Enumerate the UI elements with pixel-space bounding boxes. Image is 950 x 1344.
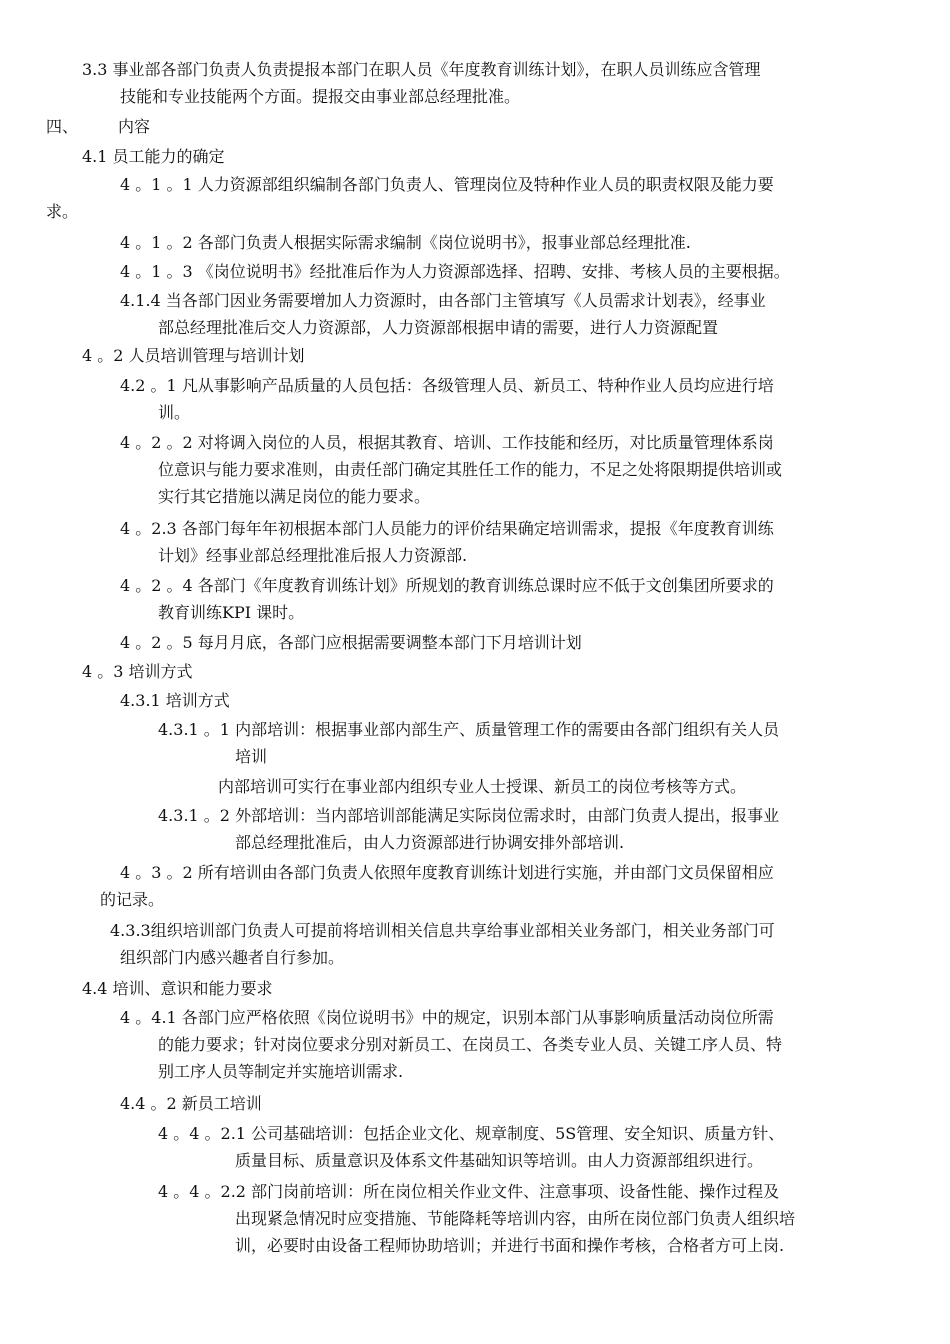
heading-4-4: [82, 975, 273, 1002]
text-line: 4 。4 。2.1 公司基础培训：包括企业文化、规章制度、5S管理、安全知识、质量方针、: [158, 1124, 785, 1143]
text-line: 4 。2 人员培训管理与培训计划: [82, 346, 305, 365]
paragraph-3-3: [82, 56, 761, 110]
text-line: 四、 内容: [46, 117, 151, 136]
text-line: 部总经理批准后，由人力资源部进行协调安排外部培训.: [235, 833, 625, 852]
text-line: 计划》经事业部总经理批准后报人力资源部.: [158, 546, 468, 565]
paragraph-4-1-3: [120, 258, 790, 285]
text-line: 4.1 员工能力的确定: [82, 147, 225, 166]
text-line: 3.3 事业部各部门负责人负责提报本部门在职人员《年度教育训练计划》，在职人员训练应含管理: [82, 60, 761, 79]
text-line: 4 。2 。5 每月月底，各部门应根据需要调整本部门下月培训计划: [120, 633, 582, 652]
text-line: 技能和专业技能两个方面。提报交由事业部总经理批准。: [120, 87, 521, 106]
text-line: 培训: [235, 747, 268, 766]
text-line: 4 。1 。3 《岗位说明书》经批准后作为人力资源部选择、招聘、安排、考核人员的主要根据。: [120, 262, 790, 281]
heading-4-1: [82, 143, 225, 170]
paragraph-4-2-4: [120, 572, 774, 626]
text-line: 4.1.4 当各部门因业务需要增加人力资源时，由各部门主管填写《人员需求计划表》，经事业: [120, 291, 766, 310]
text-line: 训，必要时由设备工程师协助培训；并进行书面和操作考核，合格者方可上岗.: [235, 1236, 785, 1255]
text-line: 的记录。: [100, 890, 165, 909]
text-line: 实行其它措施以满足岗位的能力要求。: [158, 487, 431, 506]
text-line: 出现紧急情况时应变措施、节能降耗等培训内容，由所在岗位部门负责人组织培: [235, 1209, 796, 1228]
paragraph-4-4-1: [120, 1004, 782, 1085]
paragraph-4-3-1-1-note: [218, 773, 746, 800]
text-line: 部总经理批准后交人力资源部，人力资源部根据申请的需要，进行人力资源配置: [158, 318, 719, 337]
text-line: 的能力要求；针对岗位要求分别对新员工、在岗员工、各类专业人员、关键工序人员、特: [158, 1035, 783, 1054]
paragraph-4-2-2: [120, 429, 782, 510]
paragraph-4-3-1-1: [158, 716, 779, 770]
text-line: 4 。4 。2.2 部门岗前培训：所在岗位相关作业文件、注意事项、设备性能、操作过程及: [158, 1182, 780, 1201]
text-line: 别工序人员等制定并实施培训需求.: [158, 1062, 404, 1081]
paragraph-4-4-2-1: [158, 1120, 784, 1174]
paragraph-4-2-3: [120, 515, 774, 569]
text-line: 4.3.1 培训方式: [120, 691, 230, 710]
paragraph-4-4-2-2: [158, 1178, 795, 1259]
text-line: 教育训练KPI 课时。: [158, 603, 305, 622]
paragraph-4-1-1: [46, 171, 774, 225]
paragraph-4-1-2: [120, 229, 691, 256]
text-line: 4 。3 培训方式: [82, 662, 193, 681]
text-line: 4 。2 。4 各部门《年度教育训练计划》所规划的教育训练总课时应不低于文创集团所要求的: [120, 576, 774, 595]
text-line: 4 。1 。1 人力资源部组织编制各部门负责人、管理岗位及特种作业人员的职责权限及能力要: [120, 175, 774, 194]
paragraph-4-3-1-2: [158, 802, 779, 856]
heading-4-2: [82, 342, 305, 369]
paragraph-4-3-3: [100, 917, 775, 971]
text-line: 位意识与能力要求准则，由责任部门确定其胜任工作的能力，不足之处将限期提供培训或: [158, 460, 783, 479]
text-line: 求。: [46, 202, 79, 221]
text-line: 内部培训可实行在事业部内组织专业人士授课、新员工的岗位考核等方式。: [218, 777, 747, 796]
text-line: 4.3.3组织培训部门负责人可提前将培训相关信息共享给事业部相关业务部门，相关业务部门可: [110, 921, 775, 940]
text-line: 4 。1 。2 各部门负责人根据实际需求编制《岗位说明书》，报事业部总经理批准.: [120, 233, 691, 252]
text-line: 4 。3 。2 所有培训由各部门负责人依照年度教育训练计划进行实施，并由部门文员保留相应: [120, 863, 774, 882]
text-line: 4.2 。1 凡从事影响产品质量的人员包括：各级管理人员、新员工、特种作业人员均应进行培: [120, 376, 774, 395]
text-line: 质量目标、质量意识及体系文件基础知识等培训。由人力资源部组织进行。: [235, 1151, 764, 1170]
text-line: 4.4 。2 新员工培训: [120, 1094, 262, 1113]
heading-4-3: [82, 658, 193, 685]
text-line: 训。: [158, 403, 191, 422]
section-heading-4: [46, 113, 150, 140]
text-line: 4 。4.1 各部门应严格依照《岗位说明书》中的规定，识别本部门从事影响质量活动岗位所需: [120, 1008, 774, 1027]
text-line: 4.4 培训、意识和能力要求: [82, 979, 273, 998]
text-line: 4 。2.3 各部门每年年初根据本部门人员能力的评价结果确定培训需求，提报《年度教育训练: [120, 519, 774, 538]
paragraph-4-2-1: [120, 372, 774, 426]
text-line: 组织部门内感兴趣者自行参加。: [120, 948, 345, 967]
paragraph-4-3-2: [100, 859, 774, 913]
heading-4-4-2: [120, 1090, 262, 1117]
text-line: 4.3.1 。1 内部培训：根据事业部内部生产、质量管理工作的需要由各部门组织有关人员: [158, 720, 780, 739]
text-line: 4 。2 。2 对将调入岗位的人员，根据其教育、培训、工作技能和经历，对比质量管理体系岗: [120, 433, 774, 452]
paragraph-4-1-4: [120, 287, 766, 341]
text-line: 4.3.1 。2 外部培训：当内部培训部能满足实际岗位需求时，由部门负责人提出，报事业: [158, 806, 780, 825]
paragraph-4-2-5: [120, 629, 582, 656]
heading-4-3-1: [120, 687, 230, 714]
